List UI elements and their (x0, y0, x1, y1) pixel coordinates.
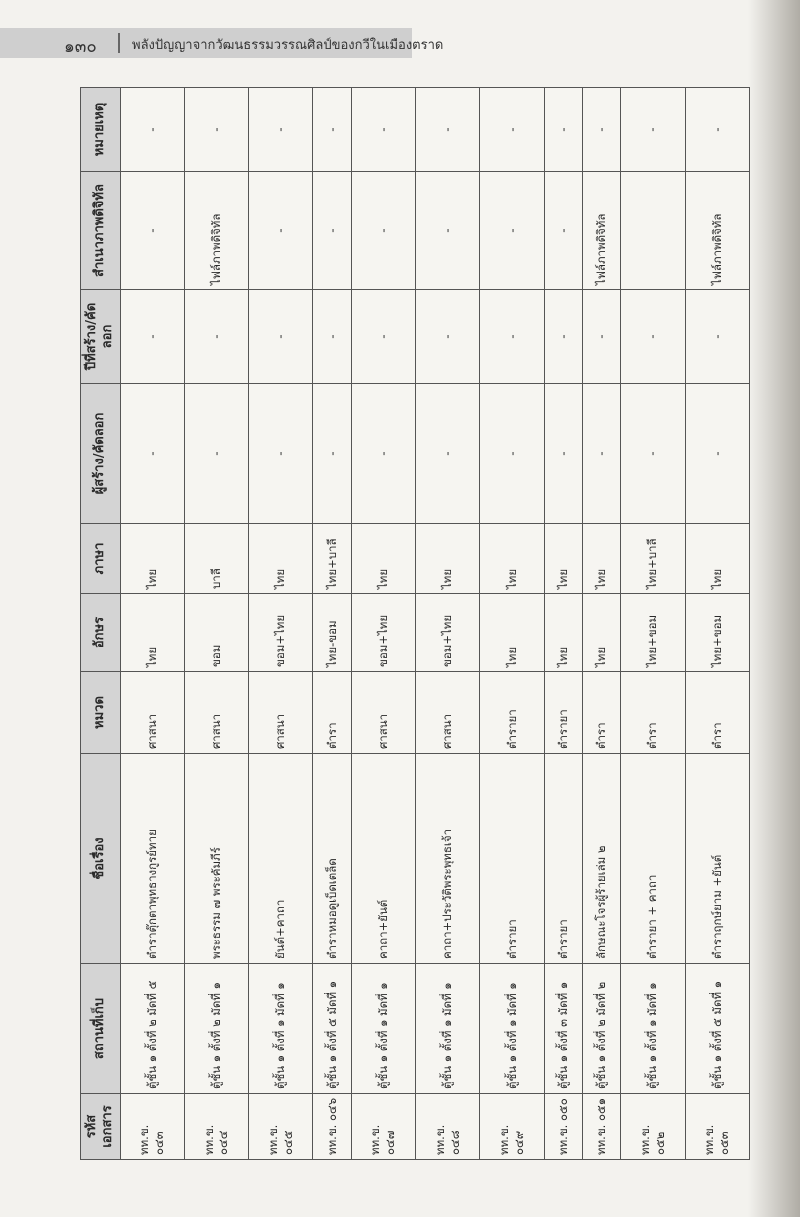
cell-digital: - (249, 172, 313, 290)
cell-script: ไทย (120, 594, 184, 672)
table-row (184, 88, 248, 1160)
cell-title: คาถา+ยันต์ (351, 754, 415, 964)
cell-title: ตำรายา (480, 754, 544, 964)
cell-location: ตู้ชั้น ๑ ตั้งที่ ๑ มัดที่ ๑ (621, 964, 685, 1094)
cell-remark: - (313, 88, 351, 172)
cell-script: ไทย (544, 594, 582, 672)
cell-script: ไทย (480, 594, 544, 672)
cell-category: ศาสนา (249, 672, 313, 754)
cell-language: ไทย (249, 524, 313, 594)
cell-digital: ไฟล์ภาพดิจิทัล (583, 172, 621, 290)
cell-code: ทท.ข. ๐๔๓ (120, 1094, 184, 1160)
manuscript-table (80, 87, 750, 1160)
cell-remark: - (480, 88, 544, 172)
cell-year: - (249, 290, 313, 384)
cell-digital: - (313, 172, 351, 290)
cell-digital: - (544, 172, 582, 290)
cell-year: - (621, 290, 685, 384)
header-location: สถานที่เก็บ (81, 964, 121, 1094)
cell-remark: - (120, 88, 184, 172)
cell-year: - (416, 290, 480, 384)
cell-location: ตู้ชั้น ๑ ตั้งที่ ๕ มัดที่ ๑ (313, 964, 351, 1094)
cell-language: ไทย (351, 524, 415, 594)
cell-creator: - (184, 384, 248, 524)
cell-creator: - (544, 384, 582, 524)
cell-digital: - (351, 172, 415, 290)
table-row (544, 88, 582, 1160)
cell-title: ตำราฤกษ์ยาม +ยันต์ (685, 754, 749, 964)
cell-location: ตู้ชั้น ๑ ตั้งที่ ๑ มัดที่ ๑ (480, 964, 544, 1094)
cell-location: ตู้ชั้น ๑ ตั้งที่ ๑ มัดที่ ๑ (416, 964, 480, 1094)
header-separator (118, 33, 120, 53)
table-row (416, 88, 480, 1160)
cell-script: ขอม+ไทย (249, 594, 313, 672)
cell-category: ศาสนา (184, 672, 248, 754)
cell-year: - (313, 290, 351, 384)
table-header-row (81, 88, 121, 1160)
cell-location: ตู้ชั้น ๑ ตั้งที่ ๒ มัดที่ ๕ (120, 964, 184, 1094)
cell-title: ยันต์+คาถา (249, 754, 313, 964)
cell-remark: - (184, 88, 248, 172)
cell-code: ทท.ข. ๐๔๕ (249, 1094, 313, 1160)
page-number: ๑๓๐ (64, 37, 97, 57)
cell-category: ตำรา (583, 672, 621, 754)
cell-digital: - (416, 172, 480, 290)
cell-code: ทท.ข. ๐๕๓ (685, 1094, 749, 1160)
cell-creator: - (313, 384, 351, 524)
cell-digital: - (120, 172, 184, 290)
cell-code: ทท.ข. ๐๔๙ (480, 1094, 544, 1160)
header-category: หมวด (81, 672, 121, 754)
cell-creator: - (249, 384, 313, 524)
cell-creator: - (480, 384, 544, 524)
cell-year: - (685, 290, 749, 384)
cell-script: ไทย+ขอม (621, 594, 685, 672)
cell-remark: - (544, 88, 582, 172)
table-row (120, 88, 184, 1160)
cell-year: - (583, 290, 621, 384)
cell-script: ขอม+ไทย (351, 594, 415, 672)
cell-title: ลักษณะโจรผู้ร้ายเล่ม ๒ (583, 754, 621, 964)
cell-category: ตำรา (685, 672, 749, 754)
cell-language: ไทย (120, 524, 184, 594)
cell-creator: - (351, 384, 415, 524)
cell-language: ไทย+บาลี (313, 524, 351, 594)
cell-code: ทท.ข. ๐๔๗ (351, 1094, 415, 1160)
cell-creator: - (583, 384, 621, 524)
cell-code: ทท.ข. ๐๔๘ (416, 1094, 480, 1160)
cell-remark: - (583, 88, 621, 172)
header-creator: ผู้สร้าง/คัดลอก (81, 384, 121, 524)
cell-language: ไทย+บาลี (621, 524, 685, 594)
header-script: อักษร (81, 594, 121, 672)
cell-location: ตู้ชั้น ๑ ตั้งที่ ๕ มัดที่ ๑ (685, 964, 749, 1094)
cell-category: ศาสนา (416, 672, 480, 754)
cell-digital: ไฟล์ภาพดิจิทัล (184, 172, 248, 290)
table-row (249, 88, 313, 1160)
cell-code: ทท.ข. ๐๔๔ (184, 1094, 248, 1160)
cell-script: ไทย (583, 594, 621, 672)
cell-title: ตำรายา (544, 754, 582, 964)
cell-location: ตู้ชั้น ๑ ตั้งที่ ๒ มัดที่ ๑ (184, 964, 248, 1094)
binding-shadow (748, 0, 800, 1217)
cell-digital: ไฟล์ภาพดิจิทัล (685, 172, 749, 290)
page-title: พลังปัญญาจากวัฒนธรรมวรรณศิลป์ของกวีในเมืองตราด (132, 38, 444, 53)
cell-digital (621, 172, 685, 290)
table-row (313, 88, 351, 1160)
cell-title: คาถา+ประวัติพระพุทธเจ้า (416, 754, 480, 964)
cell-code: ทท.ข. ๐๕๐ (544, 1094, 582, 1160)
header-title: ชื่อเรื่อง (81, 754, 121, 964)
cell-remark: - (351, 88, 415, 172)
cell-title: พระธรรม ๗ พระคัมภีร์ (184, 754, 248, 964)
cell-title: ตำรายา + คาถา (621, 754, 685, 964)
cell-script: ไทย-ขอม (313, 594, 351, 672)
cell-remark: - (416, 88, 480, 172)
header-remark: หมายเหตุ (81, 88, 121, 172)
cell-language: บาลี (184, 524, 248, 594)
cell-language: ไทย (685, 524, 749, 594)
cell-language: ไทย (544, 524, 582, 594)
cell-creator: - (621, 384, 685, 524)
cell-category: ศาสนา (120, 672, 184, 754)
cell-location: ตู้ชั้น ๑ ตั้งที่ ๓ มัดที่ ๑ (544, 964, 582, 1094)
cell-year: - (351, 290, 415, 384)
cell-year: - (184, 290, 248, 384)
table-row (621, 88, 685, 1160)
cell-category: ตำรายา (480, 672, 544, 754)
cell-year: - (480, 290, 544, 384)
cell-language: ไทย (480, 524, 544, 594)
table-row (685, 88, 749, 1160)
cell-creator: - (416, 384, 480, 524)
cell-script: ขอม (184, 594, 248, 672)
cell-location: ตู้ชั้น ๑ ตั้งที่ ๒ มัดที่ ๒ (583, 964, 621, 1094)
header-year: ปีที่สร้าง/คัดลอก (81, 290, 121, 384)
table-row (480, 88, 544, 1160)
header-code: รหัสเอกสาร (81, 1094, 121, 1160)
cell-language: ไทย (583, 524, 621, 594)
cell-title: ตำราตุ๊กตาพุทธางกูรย์ทาย (120, 754, 184, 964)
cell-script: ไทย+ขอม (685, 594, 749, 672)
cell-category: ตำรายา (544, 672, 582, 754)
cell-language: ไทย (416, 524, 480, 594)
cell-title: ตำราหมอดูเบ็ดเตล็ด (313, 754, 351, 964)
page-header (0, 28, 444, 58)
cell-creator: - (120, 384, 184, 524)
table-container (80, 88, 750, 1160)
table-row (583, 88, 621, 1160)
cell-year: - (120, 290, 184, 384)
table-row (351, 88, 415, 1160)
cell-remark: - (685, 88, 749, 172)
cell-script: ขอม+ไทย (416, 594, 480, 672)
cell-remark: - (621, 88, 685, 172)
cell-creator: - (685, 384, 749, 524)
cell-category: ศาสนา (351, 672, 415, 754)
cell-code: ทท.ข. ๐๕๒ (621, 1094, 685, 1160)
cell-code: ทท.ข. ๐๕๑ (583, 1094, 621, 1160)
cell-location: ตู้ชั้น ๑ ตั้งที่ ๑ มัดที่ ๑ (351, 964, 415, 1094)
header-language: ภาษา (81, 524, 121, 594)
cell-remark: - (249, 88, 313, 172)
cell-location: ตู้ชั้น ๑ ตั้งที่ ๑ มัดที่ ๑ (249, 964, 313, 1094)
cell-category: ตำรา (621, 672, 685, 754)
cell-category: ตำรา (313, 672, 351, 754)
header-digital: สำเนาภาพดิจิทัล (81, 172, 121, 290)
cell-year: - (544, 290, 582, 384)
cell-digital: - (480, 172, 544, 290)
cell-code: ทท.ข. ๐๔๖ (313, 1094, 351, 1160)
